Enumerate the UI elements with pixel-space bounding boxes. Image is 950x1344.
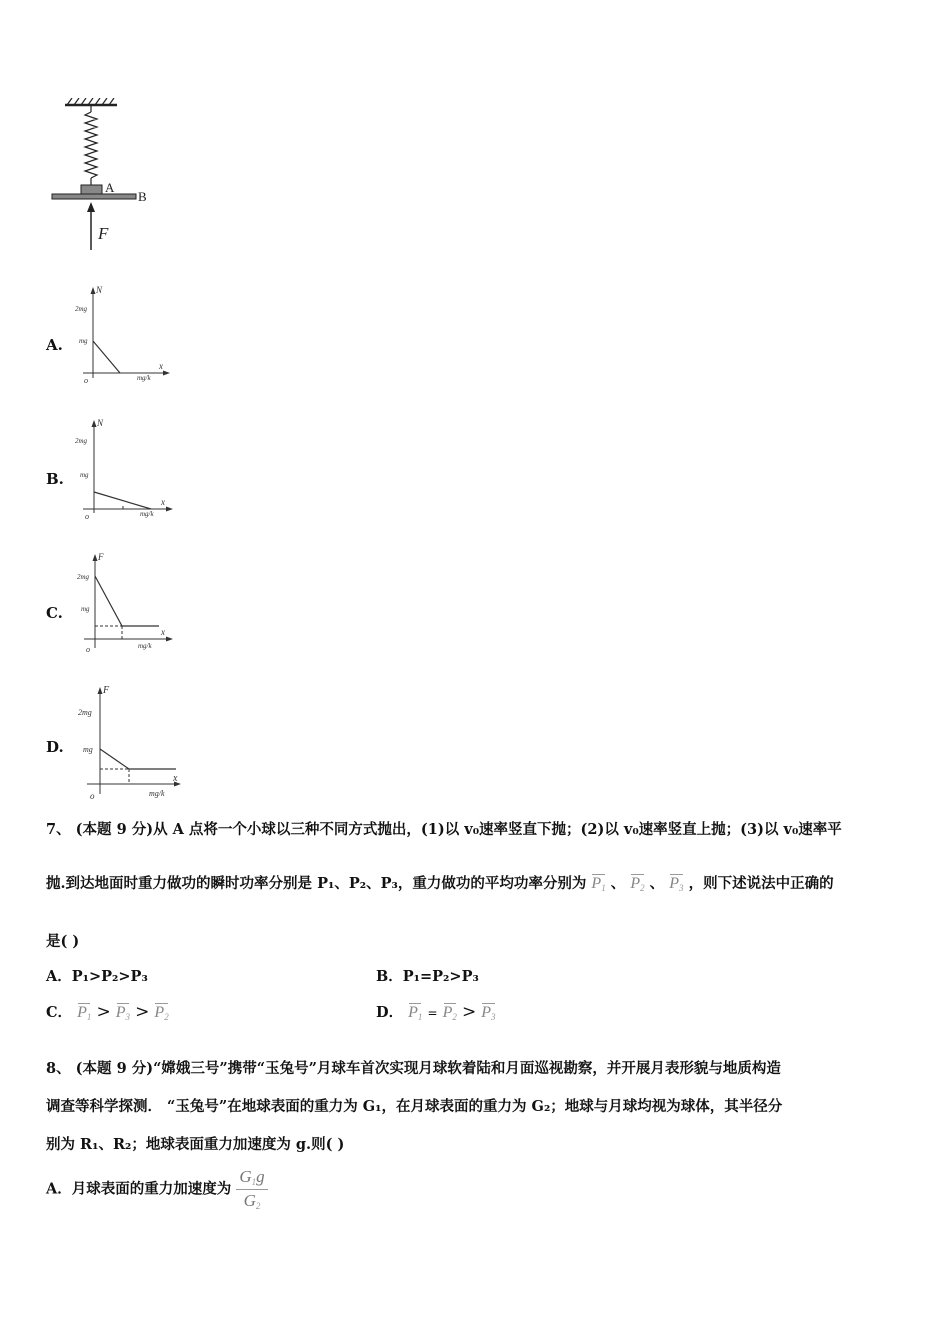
tick-mg: mg (83, 745, 93, 754)
question-7-line-2-pre: 抛.到达地面时重力做功的瞬时功率分别是 P₁、P₂、P₃，重力做功的平均功率分别为 (46, 875, 587, 892)
graph-option-c (75, 550, 180, 656)
question-7-option-a[interactable]: A．P₁>P₂>P₃ (46, 968, 148, 985)
avg-power-p1: $P_1$ (77, 1004, 92, 1022)
question-8-text: “嫦娥三号”携带“玉兔号”月球车首次实现月球软着陆和月面巡视勘察，并开展月表形貌与地质构造 (153, 1060, 781, 1077)
avg-power-p3: $P_3$ (481, 1004, 496, 1022)
question-7-line-2 (46, 874, 834, 893)
label-a: A (105, 180, 115, 195)
avg-power-p2: $P_2$ (442, 1004, 457, 1022)
graph-option-d (72, 682, 187, 804)
question-8-line-1 (46, 1062, 781, 1077)
spring-plate-figure (45, 98, 165, 258)
axis-label-f: F (98, 552, 104, 562)
avg-power-p1: $P_1$ (591, 875, 606, 893)
origin-label: o (86, 645, 90, 654)
greater-than: > (96, 1002, 111, 1022)
option-c-label[interactable]: C. (46, 604, 63, 622)
tick-mgk: mg/k (137, 374, 151, 382)
origin-label: o (84, 376, 88, 385)
plate-b (52, 194, 136, 199)
option-c-label: C． (46, 1004, 73, 1021)
question-7-option-b[interactable]: B．P₁=P₂>P₃ (376, 968, 479, 985)
tick-mg: mg (80, 471, 89, 479)
greater-than: > (461, 1002, 477, 1022)
option-d-label: D． (376, 1004, 404, 1021)
axis-label-x: x (161, 627, 165, 637)
tick-mg: mg (81, 605, 90, 613)
question-8-option-a[interactable] (46, 1168, 268, 1211)
avg-power-p2: $P_2$ (630, 875, 645, 893)
question-7-score: (本题 9 分) (75, 821, 154, 838)
question-8-score: (本题 9 分) (75, 1060, 154, 1077)
option-a-label[interactable]: A. (46, 336, 63, 354)
question-8-line-3: 别为 R₁、R₂；地球表面重力加速度为 g.则( ) (46, 1136, 345, 1153)
avg-power-p1: $P_1$ (408, 1004, 423, 1022)
fraction-g1g-over-g2: $\frac{G_1g}{G_2}$ (236, 1168, 267, 1211)
question-8-line-2: 调查等科学探测． “玉兔号”在地球表面的重力为 G₁，在月球表面的重力为 G₂；地球与月球均视为球体，其半径分 (46, 1098, 783, 1115)
question-7-number: 7、 (46, 821, 71, 838)
axis-label-x: x (161, 497, 165, 507)
axis-label-f: F (103, 685, 110, 696)
separator: 、 (610, 875, 626, 892)
question-7-line-2-post: ，则下述说法中正确的 (688, 875, 834, 892)
graph-option-b (75, 416, 180, 522)
equals: = (427, 1006, 438, 1020)
avg-power-p2: $P_2$ (154, 1004, 169, 1022)
axis-label-x: x (159, 361, 163, 371)
greater-than: > (135, 1002, 150, 1022)
axis-label-x: x (173, 773, 178, 784)
origin-label: o (85, 512, 89, 521)
tick-2mg: 2mg (75, 437, 88, 445)
tick-mg: mg (79, 337, 88, 345)
separator: 、 (649, 875, 665, 892)
block-a (81, 185, 102, 194)
tick-2mg: 2mg (77, 573, 90, 581)
origin-label: o (90, 791, 95, 801)
question-7-option-c[interactable] (46, 1003, 169, 1022)
avg-power-p3: $P_3$ (115, 1004, 131, 1022)
tick-2mg: 2mg (78, 708, 92, 717)
option-d-label[interactable]: D. (46, 738, 64, 756)
graph-option-a (75, 284, 175, 386)
label-b: B (138, 189, 147, 204)
axis-label-n: N (97, 418, 104, 428)
question-7-text: 从 A 点将一个小球以三种不同方式抛出，(1)以 v₀速率竖直下抛；(2)以 v₀速率竖直上抛；(3)以 v₀速率平 (153, 821, 842, 838)
axis-label-n: N (96, 285, 103, 295)
tick-mgk: mg/k (138, 642, 152, 650)
question-7-option-d[interactable] (376, 1003, 496, 1022)
tick-mgk: mg/k (149, 789, 165, 798)
label-force-f: F (98, 224, 109, 243)
option-b-label[interactable]: B. (46, 470, 64, 488)
question-8-number: 8、 (46, 1060, 71, 1077)
avg-power-p3: $P_3$ (669, 875, 684, 893)
question-8-option-a-text: A．月球表面的重力加速度为 (46, 1180, 232, 1198)
question-7-line-1 (46, 823, 842, 838)
tick-mgk: mg/k (140, 510, 154, 518)
question-7-line-3: 是( ) (46, 933, 80, 950)
tick-2mg: 2mg (75, 305, 88, 313)
